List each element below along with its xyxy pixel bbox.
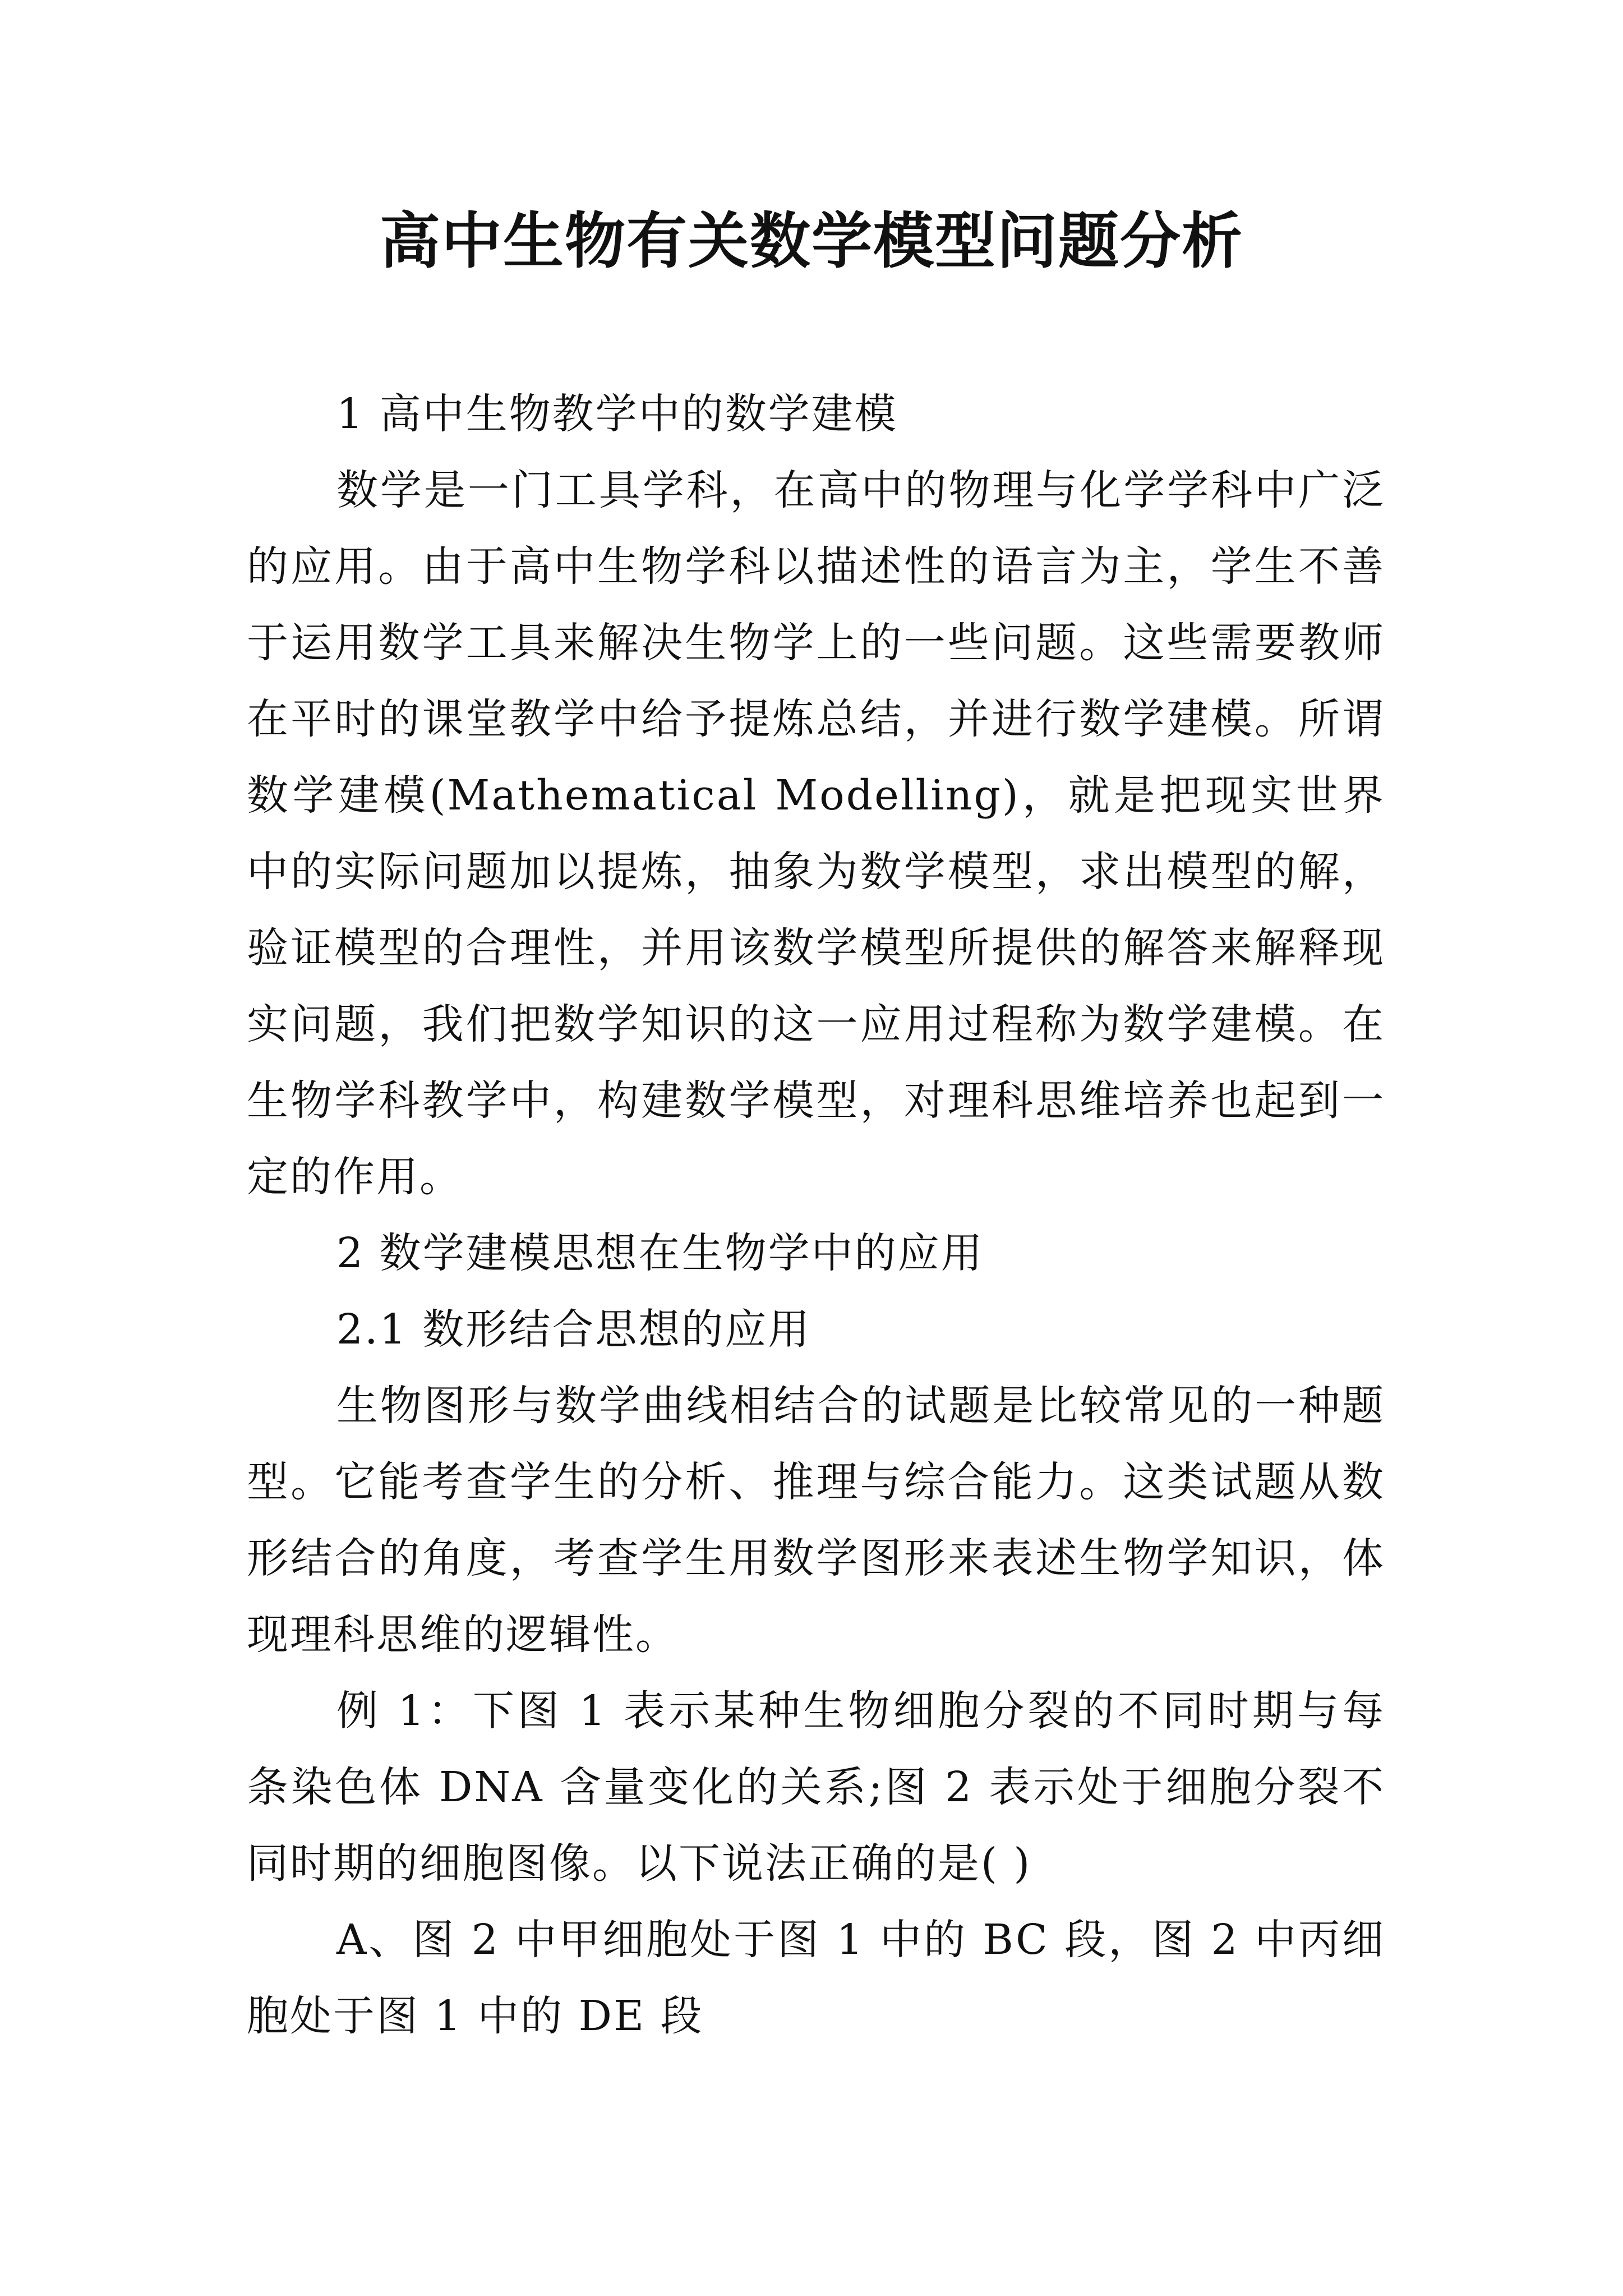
section-heading-1: 1 高中生物教学中的数学建模 [336, 390, 898, 438]
subsection-heading-2-1: 2.1 数形结合思想的应用 [336, 1305, 811, 1354]
paragraph-option-a: A、图 2 中甲细胞处于图 1 中的 BC 段，图 2 中丙细胞处于图 1 中的 DE 段 [247, 1916, 1385, 2040]
paragraph-number-shape: 生物图形与数学曲线相结合的试题是比较常见的一种题型。它能考查学生的分析、推理与综合能力。这类试题从数形结合的角度，考查学生用数学图形来表述生物学知识，体现理科思维的逻辑性。 [247, 1382, 1385, 1659]
paragraph-math-modeling: 数学是一门工具学科，在高中的物理与化学学科中广泛的应用。由于高中生物学科以描述性的语言为主，学生不善于运用数学工具来解决生物学上的一些问题。这些需要教师在平时的课堂教学中给予提炼总结，并进行数学建模。所谓数学建模(Mathematical Modelling)，就是把现实世界中的实际问题加以提炼，抽象为数学模型，求出模型的解，验证模型的合理性，并用该数学模型所提供的解答来解释现实问题，我们把数学知识的这一应用过程称为数学建模。在生物学科教学中，构建数学模型，对理科思维培养也起到一定的作用。 [247, 466, 1385, 1201]
document-title: 高中生物有关数学模型问题分析 [379, 206, 1243, 277]
document-body [247, 376, 1385, 2054]
section-heading-2: 2 数学建模思想在生物学中的应用 [336, 1229, 984, 1277]
paragraph-example-1: 例 1：下图 1 表示某种生物细胞分裂的不同时期与每条染色体 DNA 含量变化的关系;图 2 表示处于细胞分裂不同时期的细胞图像。以下说法正确的是( ) [247, 1687, 1385, 1888]
